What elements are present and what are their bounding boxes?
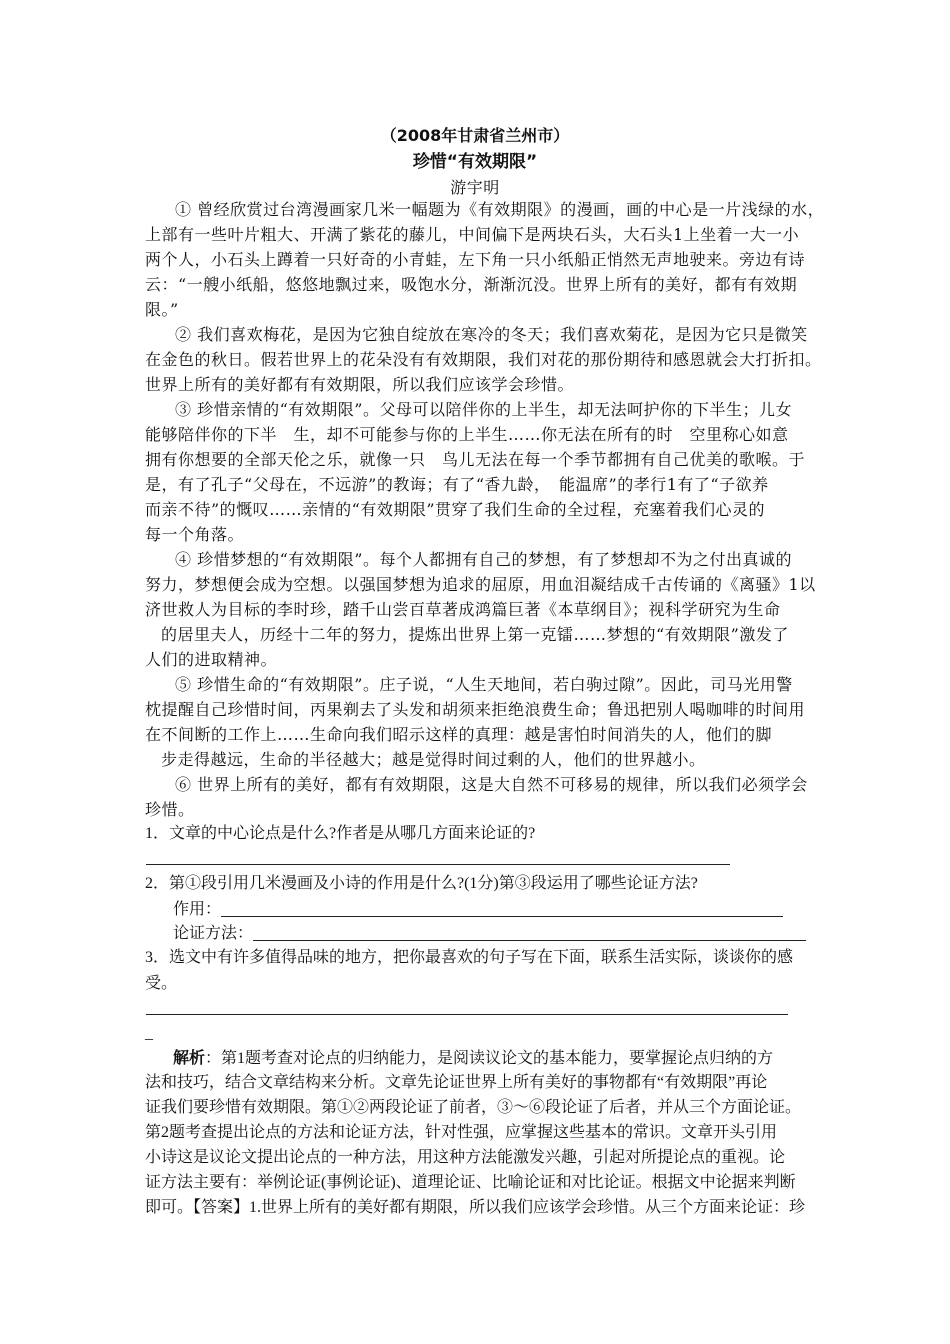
answer-line-2-method[interactable]	[253, 940, 806, 941]
question-2: 2．第①段引用几米漫画及小诗的作用是什么?(1分)第③段运用了哪些论证方法?	[145, 875, 698, 892]
article-line: ③ 珍惜亲情的“有效期限”。父母可以陪伴你的上半生，却无法呵护你的下半生；儿女	[175, 400, 792, 419]
answer-line-2-use[interactable]	[221, 916, 783, 917]
article-line: 能够陪伴你的下半 生，却不可能参与你的上半生……你无法在所有的时 空里称心如意	[145, 425, 789, 444]
question-3-line-1: 3．选文中有许多值得品味的地方，把你最喜欢的句子写在下面，联系生活实际，谈谈你的感	[145, 949, 794, 966]
article-line: 上部有一些叶片粗大、开满了紫花的藤儿，中间偏下是两块石头，大石头1上坐着一大一小	[145, 225, 800, 244]
article-line: ⑥ 世界上所有的美好，都有有效期限，这是大自然不可移易的规律，所以我们必须学会	[175, 775, 808, 794]
analysis-line: 证我们要珍惜有效期限。第①②两段论证了前者，③～⑥段论证了后者，并从三个方面论证。	[145, 1099, 802, 1116]
article-line: ① 曾经欣赏过台湾漫画家几米一幅题为《有效期限》的漫画，画的中心是一片浅绿的水，	[175, 200, 825, 219]
article-line: 步走得越远，生命的半径越大；越是觉得时间过剩的人，他们的世界越小。	[161, 750, 706, 769]
answer-line-3-tail: _	[145, 1025, 153, 1042]
article-line: 人们的进取精神。	[145, 650, 278, 669]
analysis-line: 证方法主要有：举例论证(事例论证)、道理论证、比喻论证和对比论证。根据文中论据来判断	[145, 1174, 796, 1191]
article-line: 在不间断的工作上……生命向我们昭示这样的真理：越是害怕时间消失的人，他们的脚	[145, 725, 773, 744]
question-2-method-label: 论证方法：	[173, 925, 254, 942]
article-line: 限。”	[145, 300, 179, 319]
analysis-label: 解析	[173, 1048, 206, 1067]
question-2-use-label: 作用：	[173, 901, 222, 918]
article-line: ⑤ 珍惜生命的“有效期限”。庄子说，“人生天地间，若白驹过隙”。因此，司马光用警	[175, 675, 793, 694]
source-line: （2008年甘肃省兰州市）	[380, 126, 570, 145]
author-name: 游宇明	[450, 178, 500, 197]
article-line: 两个人，小石头上蹲着一只好奇的小青蛙，左下角一只小纸船正悄然无声地驶来。旁边有诗	[145, 250, 806, 269]
article-line: ④ 珍惜梦想的“有效期限”。每个人都拥有自己的梦想，有了梦想却不为之付出真诚的	[175, 550, 792, 569]
article-line: 拥有你想要的全部天伦之乐，就像一只 鸟儿无法在每一个季节都拥有自己优美的歌喉。于	[145, 450, 806, 469]
analysis-colon: ：	[205, 1050, 222, 1067]
question-1: 1．文章的中心论点是什么?作者是从哪几方面来论证的?	[145, 825, 536, 842]
article-line: 世界上所有的美好都有有效期限，所以我们应该学会珍惜。	[145, 375, 575, 394]
analysis-first-line-text: 第1题考查对论点的归纳能力，是阅读议论文的基本能力，要掌握论点归纳的方	[221, 1050, 774, 1067]
analysis-line: 法和技巧，结合文章结构来分析。文章先论证世界上所有美好的事物都有“有效期限”再论	[145, 1074, 768, 1091]
analysis-line: 小诗这是议论文提出论点的一种方法，用这种方法能激发兴趣，引起对所提论点的重视。论	[145, 1149, 786, 1166]
article-line: 的居里夫人，历经十二年的努力，提炼出世界上第一克镭……梦想的“有效期限”激发了	[161, 625, 789, 644]
article-line: 枕提醒自己珍惜时间，丙果剃去了头发和胡须来拒绝浪费生命；鲁迅把别人喝咖啡的时间用	[145, 700, 806, 719]
question-3-line-2: 受。	[145, 975, 178, 992]
article-line: 济世救人为目标的李时珍，踏千山尝百草著成鸿篇巨著《本草纲目》；视科学研究为生命	[145, 600, 781, 619]
analysis-line: 第2题考查提出论点的方法和论证方法，针对性强，应掌握这些基本的常识。文章开头引用	[145, 1124, 778, 1141]
article-title: 珍惜“有效期限”	[412, 152, 538, 172]
article-line: 是，有了孔子“父母在，不远游”的教诲；有了“香九龄， 能温席”的孝行1有了“子欲养	[145, 475, 769, 494]
article-line: 努力，梦想便会成为空想。以强国梦想为追求的屈原，用血泪凝结成千古传诵的《离骚》1以	[145, 575, 816, 594]
article-line: 云：“一艘小纸船，悠悠地飘过来，吸饱水分，渐渐沉没。世界上所有的美好，都有有效期	[145, 275, 798, 294]
article-line: 珍惜。	[145, 800, 195, 819]
analysis-first-line	[173, 1046, 773, 1071]
answer-line-1[interactable]	[146, 864, 730, 865]
article-line: 每一个角落。	[145, 525, 245, 544]
article-line: ② 我们喜欢梅花，是因为它独自绽放在寒冷的冬天；我们喜欢菊花，是因为它只是微笑	[175, 325, 808, 344]
article-line: 而亲不待”的慨叹……亲情的“有效期限”贯穿了我们生命的全过程，充塞着我们心灵的	[145, 500, 766, 519]
article-line: 在金色的秋日。假若世界上的花朵没有有效期限，我们对花的那份期待和感恩就会大打折扣。	[145, 350, 822, 369]
answer-line-3[interactable]	[146, 1014, 788, 1015]
analysis-line: 即可。【答案】1.世界上所有的美好都有期限，所以我们应该学会珍惜。从三个方面来论证：珍	[145, 1199, 806, 1216]
